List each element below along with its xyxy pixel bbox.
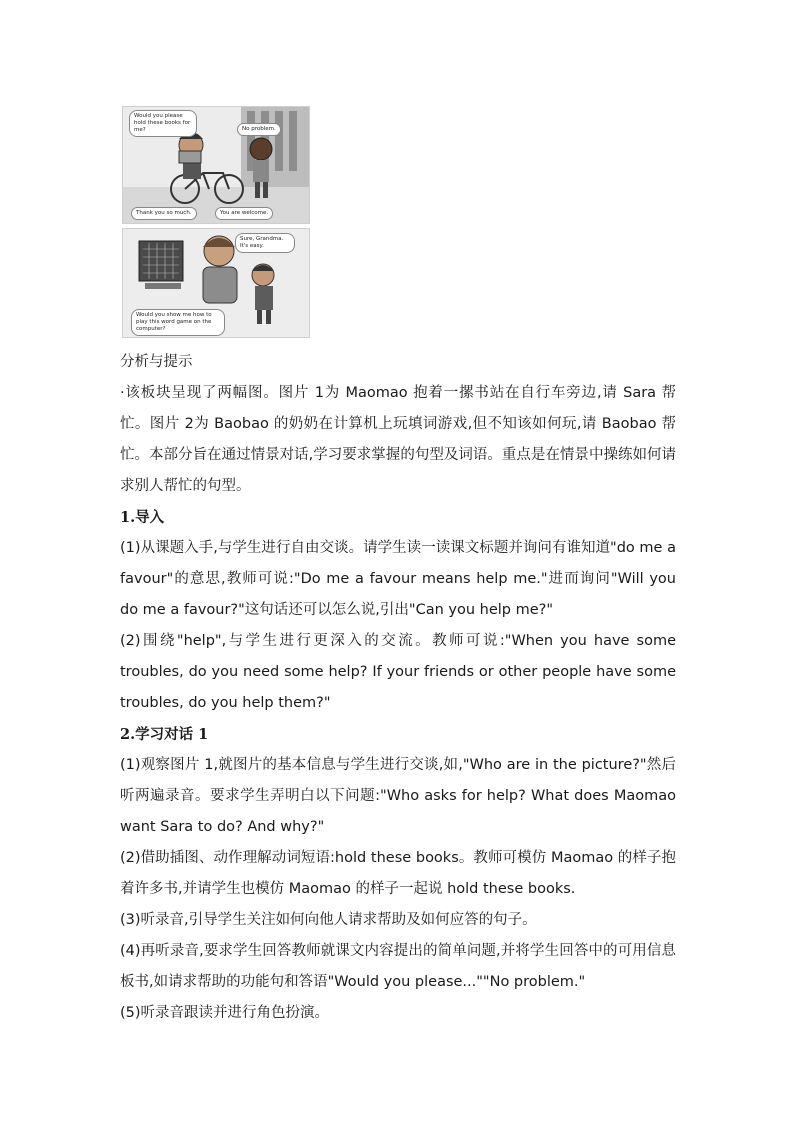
- speech-bubble-request-text: Would you please hold these books for me?: [134, 113, 191, 133]
- document-body: [120, 347, 676, 1029]
- section-heading-dialogue: 2.学习对话 1: [120, 726, 209, 743]
- intro-paragraph-2: (2)围绕"help",与学生进行更深入的交流。教师可说:"When you have some troubles, do you need some help? If your friends or other people have some troubles, do you help them?": [120, 633, 676, 711]
- illustration-hold-books: [122, 106, 310, 224]
- dialogue-paragraph-2: (2)借助插图、动作理解动词短语:hold these books。教师可模仿 Maomao 的样子抱着许多书,并请学生也模仿 Maomao 的样子一起说 hold these books.: [120, 850, 676, 897]
- speech-bubble-reply: No problem.: [237, 123, 281, 136]
- intro-paragraph-1: (1)从课题入手,与学生进行自由交谈。请学生读一读课文标题并询问有谁知道"do me a favour"的意思,教师可说:"Do me a favour means help me."进而询问"Will you do me a favour?"这句话还可以怎么说,引出"Can you help me?": [120, 540, 676, 618]
- analysis-text: ·该板块呈现了两幅图。图片 1为 Maomao 抱着一摞书站在自行车旁边,请 Sara 帮忙。图片 2为 Baobao 的奶奶在计算机上玩填词游戏,但不知该如何玩,请 Baobao 帮忙。本部分旨在通过情景对话,学习要求掌握的句型及词语。重点是在情景中操练如何请求别人帮忙的句型。: [120, 385, 676, 494]
- dialogue-paragraph-3: (3)听录音,引导学生关注如何向他人请求帮助及如何应答的句子。: [120, 912, 537, 928]
- speech-bubble-reply: Sure, Grandma. It's easy.: [235, 233, 295, 253]
- illustration-computer-game: [122, 228, 310, 338]
- speech-bubble-request: [129, 110, 197, 137]
- speech-bubble-thanks: Thank you so much.: [131, 207, 197, 220]
- dialogue-paragraph-5: (5)听录音跟读并进行角色扮演。: [120, 1005, 330, 1021]
- speech-bubble-welcome: You are welcome.: [215, 207, 273, 220]
- section-heading-intro: 1.导入: [120, 509, 165, 526]
- speech-bubble-request: Would you show me how to play this word game on the computer?: [131, 309, 225, 336]
- analysis-title: 分析与提示: [120, 354, 193, 370]
- dialogue-paragraph-4: (4)再听录音,要求学生回答教师就课文内容提出的简单问题,并将学生回答中的可用信息板书,如请求帮助的功能句和答语"Would you please...""No problem.": [120, 943, 676, 990]
- dialogue-paragraph-1: (1)观察图片 1,就图片的基本信息与学生进行交谈,如,"Who are in the picture?"然后听两遍录音。要求学生弄明白以下问题:"Who asks for help? What does Maomao want Sara to do? And why?": [120, 757, 676, 835]
